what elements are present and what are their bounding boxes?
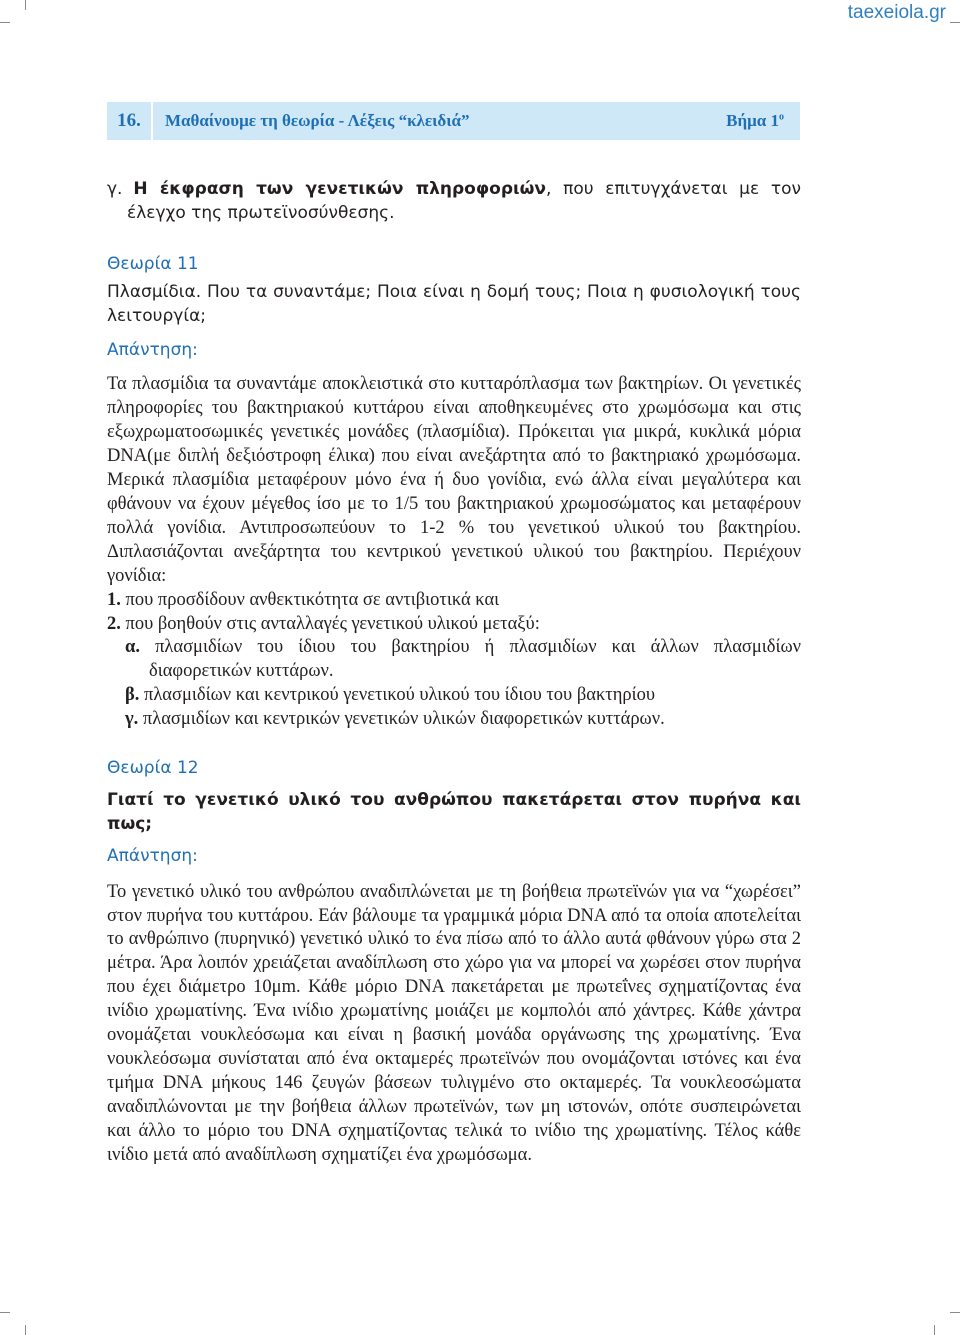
chapter-title: Μαθαίνουμε τη θεωρία - Λέξεις “κλειδιά” [165, 111, 470, 130]
chapter-number: 16. [117, 110, 141, 131]
step-label: Βήμα $1^o$ [726, 111, 784, 130]
theory-12-answer-label: Απάντηση: [107, 845, 198, 866]
theory-12-question: Γιατί το γενετικό υλικό του ανθρώπου πακετάρεται στον πυρήνα και πως; [107, 789, 801, 834]
crop-mark [0, 22, 10, 23]
list-item: 2. που βοηθούν στις ανταλλαγές γενετικού υλικού μεταξύ: [107, 613, 540, 634]
crop-mark [950, 1312, 960, 1313]
crop-mark [25, 1325, 26, 1335]
theory-12-heading: Θεωρία 12 [107, 758, 199, 779]
crop-mark [950, 22, 960, 23]
chapter-header [107, 102, 800, 140]
crop-mark [25, 0, 26, 10]
header-divider [151, 102, 153, 140]
site-brand[interactable]: taexeiola.gr [847, 2, 946, 23]
sublist-item: γ. πλασμιδίων και κεντρικών γενετικών υλικών διαφορετικών κυττάρων. [125, 709, 665, 730]
list-item: 1. που προσδίδουν ανθεκτικότητα σε αντιβιοτικά και [107, 589, 500, 610]
page-content [107, 178, 801, 1168]
theory-11-heading: Θεωρία 11 [107, 253, 199, 274]
theory-11-paragraph: Τα πλασμίδια τα συναντάμε αποκλειστικά στο κυτταρόπλασμα των βακτηρίων. Οι γενετικές πληροφορίες του βακτηριακού κυττάρου είναι αποθηκευμένες στο χρωμόσωμα και στις εξωχρωματοσωμικές γενετικές μονάδες (πλασμίδια). Πρόκειται για μικρά, κυκλικά μόρια DNA(με διπλή δεξιόστροφη έλικα) που είναι ανεξάρτητα από το βακτηριακό χρωμόσωμα. Μερικά πλασμίδια μεταφέρουν μόνο ένα ή δυο γονίδια, ενώ άλλα είναι μεγαλύτερα και φθάνουν να έχουν μέγεθος ίσο με το 1/5 του βακτηριακού χρωμοσώματος και μεταφέρουν πολλά γονίδια. Αντιπροσωπεύουν το 1-2 % του γενετικού υλικού του βακτηρίου. Διπλασιάζονται ανεξάρτητα του κεντρικού γενετικού υλικού του βακτηρίου. Περιέχουν γονίδια: [107, 374, 801, 586]
intro-rest: , που επιτυγχάνεται με τον έλεγχο της πρωτεϊνοσύνθεσης. [127, 179, 802, 223]
sublist-item: α. πλασμιδίων του ίδιου του βακτηρίου ή πλασμιδίων και άλλων πλασμιδίων διαφορετικών κυττάρων. [125, 637, 802, 682]
crop-mark [0, 1312, 10, 1313]
theory-11-answer-label: Απάντηση: [107, 339, 198, 360]
crop-mark [934, 1325, 935, 1335]
theory-12-paragraph: Το γενετικό υλικό του ανθρώπου αναδιπλώνεται με τη βοήθεια πρωτεϊνών για να “χωρέσει” στον πυρήνα του κυττάρου. Εάν βάλουμε τα γραμμικά μόρια DNA από τα οποία αποτελείται το ανθρώπινο (πυρηνικό) γενετικό υλικό το ένα πίσω από το άλλο αυτά φθάνουν γύρω στα 2 μέτρα. Άρα λοιπόν χρειάζεται αναδίπλωση στο χώρο για να μπορεί να χωρέσει στον πυρήνα που έχει διάμετρο 10μm. Κάθε μόριο DNA πακετάρεται με πρωτεΐνες σχηματίζοντας ένα ινίδιο χρωματίνης. Ένα ινίδιο χρωματίνης μοιάζει με κομπολόι από χάντρες. Κάθε χάντρα ονομάζεται νουκλεόσωμα και είναι η βασική μονάδα οργάνωσης της χρωματίνης. Ένα νουκλεόσωμα συνίσταται από ένα οκταμερές πρωτεϊνών που ονομάζονται ιστόνες και ένα τμήμα DNA μήκους 146 ζευγών βάσεων τυλιγμένο στο οκταμερές. Τα νουκλεοσώματα αναδιπλώνονται με την βοήθεια άλλων πρωτεϊνών, των μη ιστονών, οπότε συσπειρώνεται και άλλο το μόριο του DNA σχηματίζοντας τελικά το ινίδιο της χρωματίνης. Τέλος κάθε ινίδιο μετά από αναδίπλωση σχηματίζει ένα χρωμόσωμα. [107, 881, 801, 1165]
sublist-item: β. πλασμιδίων και κεντρικού γενετικού υλικού του ίδιου του βακτηρίου [125, 685, 655, 706]
intro-item: γ. Η έκφραση των γενετικών πληροφοριών, που επιτυγχάνεται με τον έλεγχο της πρωτεϊνοσύνθεσης. [107, 179, 802, 223]
theory-11-question: Πλασμίδια. Που τα συναντάμε; Ποια είναι η δομή τους; Ποια η φυσιολογική τους λειτουργία; [107, 281, 801, 326]
intro-bold: Η έκφραση των γενετικών πληροφοριών [133, 179, 546, 199]
